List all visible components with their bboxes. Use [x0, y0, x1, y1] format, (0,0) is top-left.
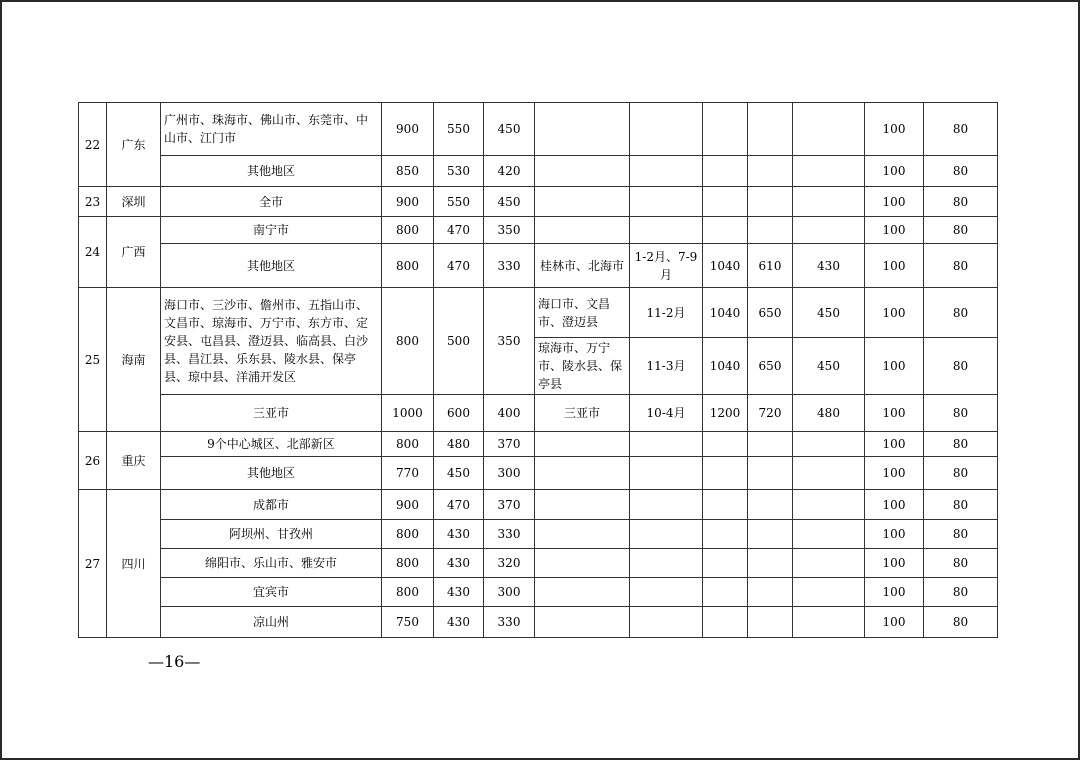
peak-period-cell: [630, 490, 703, 520]
peak-value-cell: [793, 607, 865, 638]
peak-area-cell: [535, 520, 630, 549]
value-cell: 100: [865, 520, 924, 549]
value-cell: 100: [865, 244, 924, 288]
value-cell: 100: [865, 578, 924, 607]
value-cell: 100: [865, 457, 924, 490]
peak-period-cell: [630, 156, 703, 187]
province-cell: 广西: [107, 217, 161, 288]
peak-value-cell: 1040: [703, 288, 748, 338]
peak-period-cell: [630, 432, 703, 457]
value-cell: 430: [434, 549, 484, 578]
peak-value-cell: 480: [793, 395, 865, 432]
province-cell: 深圳: [107, 187, 161, 217]
table-row: [79, 217, 998, 244]
peak-value-cell: [703, 607, 748, 638]
peak-value-cell: 1040: [703, 244, 748, 288]
peak-value-cell: [793, 432, 865, 457]
area-cell: 广州市、珠海市、佛山市、东莞市、中山市、江门市: [161, 103, 382, 156]
value-cell: 80: [924, 432, 998, 457]
value-cell: 530: [434, 156, 484, 187]
peak-value-cell: 450: [793, 338, 865, 395]
peak-period-cell: [630, 607, 703, 638]
value-cell: 100: [865, 338, 924, 395]
peak-area-cell: [535, 103, 630, 156]
peak-period-cell: [630, 578, 703, 607]
value-cell: 100: [865, 432, 924, 457]
value-cell: 100: [865, 288, 924, 338]
province-cell: 海南: [107, 288, 161, 432]
value-cell: 750: [382, 607, 434, 638]
table-row: [79, 549, 998, 578]
peak-value-cell: [793, 549, 865, 578]
table-row: [79, 607, 998, 638]
value-cell: 100: [865, 187, 924, 217]
value-cell: 800: [382, 217, 434, 244]
peak-value-cell: 720: [748, 395, 793, 432]
value-cell: 800: [382, 578, 434, 607]
table-row: [79, 103, 998, 156]
peak-period-cell: [630, 457, 703, 490]
area-cell: 9个中心城区、北部新区: [161, 432, 382, 457]
peak-period-cell: [630, 217, 703, 244]
value-cell: 900: [382, 187, 434, 217]
province-cell: 广东: [107, 103, 161, 187]
peak-value-cell: [703, 549, 748, 578]
peak-value-cell: 650: [748, 338, 793, 395]
value-cell: 800: [382, 549, 434, 578]
value-cell: 370: [484, 432, 535, 457]
value-cell: 430: [434, 520, 484, 549]
peak-value-cell: 650: [748, 288, 793, 338]
peak-area-cell: 桂林市、北海市: [535, 244, 630, 288]
peak-period-cell: 10-4月: [630, 395, 703, 432]
peak-value-cell: [748, 103, 793, 156]
value-cell: 370: [484, 490, 535, 520]
value-cell: 80: [924, 520, 998, 549]
area-cell: 凉山州: [161, 607, 382, 638]
peak-area-cell: [535, 578, 630, 607]
peak-period-cell: [630, 187, 703, 217]
peak-value-cell: [703, 457, 748, 490]
area-cell: 全市: [161, 187, 382, 217]
peak-value-cell: [793, 457, 865, 490]
peak-value-cell: [748, 490, 793, 520]
peak-value-cell: [703, 578, 748, 607]
row-number: 25: [79, 288, 107, 432]
peak-value-cell: [748, 432, 793, 457]
value-cell: 770: [382, 457, 434, 490]
table-row: [79, 395, 998, 432]
value-cell: 80: [924, 288, 998, 338]
table-row: [79, 156, 998, 187]
value-cell: 300: [484, 578, 535, 607]
peak-value-cell: [703, 103, 748, 156]
area-cell: 阿坝州、甘孜州: [161, 520, 382, 549]
value-cell: 100: [865, 607, 924, 638]
row-number: 26: [79, 432, 107, 490]
peak-area-cell: [535, 217, 630, 244]
value-cell: 400: [484, 395, 535, 432]
peak-value-cell: [703, 156, 748, 187]
value-cell: 800: [382, 288, 434, 395]
province-cell: 四川: [107, 490, 161, 638]
row-number: 24: [79, 217, 107, 288]
table-wrapper: [78, 102, 998, 638]
value-cell: 80: [924, 578, 998, 607]
peak-value-cell: 450: [793, 288, 865, 338]
value-cell: 470: [434, 217, 484, 244]
value-cell: 100: [865, 217, 924, 244]
peak-area-cell: 三亚市: [535, 395, 630, 432]
value-cell: 430: [434, 578, 484, 607]
table-row: [79, 457, 998, 490]
value-cell: 350: [484, 217, 535, 244]
peak-area-cell: [535, 490, 630, 520]
value-cell: 420: [484, 156, 535, 187]
peak-value-cell: [793, 520, 865, 549]
value-cell: 80: [924, 490, 998, 520]
peak-value-cell: [703, 187, 748, 217]
value-cell: 80: [924, 549, 998, 578]
area-cell: 宜宾市: [161, 578, 382, 607]
area-cell: 南宁市: [161, 217, 382, 244]
page-number: —16—: [148, 652, 201, 671]
peak-value-cell: [703, 217, 748, 244]
value-cell: 100: [865, 490, 924, 520]
peak-period-cell: 11-2月: [630, 288, 703, 338]
value-cell: 1000: [382, 395, 434, 432]
area-cell: 三亚市: [161, 395, 382, 432]
peak-period-cell: 1-2月、7-9月: [630, 244, 703, 288]
value-cell: 430: [434, 607, 484, 638]
value-cell: 100: [865, 156, 924, 187]
peak-area-cell: [535, 432, 630, 457]
peak-value-cell: 1200: [703, 395, 748, 432]
value-cell: 80: [924, 338, 998, 395]
value-cell: 300: [484, 457, 535, 490]
peak-value-cell: [748, 549, 793, 578]
table-row: [79, 520, 998, 549]
table-row: [79, 187, 998, 217]
province-cell: 重庆: [107, 432, 161, 490]
table-row: [79, 490, 998, 520]
peak-area-cell: [535, 457, 630, 490]
peak-value-cell: [748, 187, 793, 217]
value-cell: 330: [484, 607, 535, 638]
peak-area-cell: 琼海市、万宁市、陵水县、保亭县: [535, 338, 630, 395]
area-cell: 其他地区: [161, 156, 382, 187]
area-cell: 其他地区: [161, 457, 382, 490]
peak-area-cell: [535, 607, 630, 638]
peak-area-cell: [535, 549, 630, 578]
peak-value-cell: 1040: [703, 338, 748, 395]
value-cell: 450: [484, 103, 535, 156]
peak-value-cell: [793, 490, 865, 520]
peak-area-cell: 海口市、文昌市、澄迈县: [535, 288, 630, 338]
value-cell: 320: [484, 549, 535, 578]
peak-value-cell: 430: [793, 244, 865, 288]
value-cell: 80: [924, 217, 998, 244]
value-cell: 80: [924, 457, 998, 490]
value-cell: 100: [865, 549, 924, 578]
standards-table: [78, 102, 998, 638]
area-cell: 成都市: [161, 490, 382, 520]
table-row: [79, 578, 998, 607]
peak-value-cell: [703, 490, 748, 520]
value-cell: 550: [434, 187, 484, 217]
value-cell: 800: [382, 432, 434, 457]
peak-value-cell: [703, 520, 748, 549]
peak-value-cell: [793, 103, 865, 156]
value-cell: 450: [434, 457, 484, 490]
value-cell: 80: [924, 244, 998, 288]
table-row: [79, 244, 998, 288]
area-cell: 绵阳市、乐山市、雅安市: [161, 549, 382, 578]
value-cell: 470: [434, 490, 484, 520]
area-cell: 其他地区: [161, 244, 382, 288]
value-cell: 480: [434, 432, 484, 457]
peak-value-cell: [748, 156, 793, 187]
value-cell: 80: [924, 607, 998, 638]
peak-value-cell: [793, 217, 865, 244]
peak-value-cell: [748, 457, 793, 490]
value-cell: 80: [924, 395, 998, 432]
value-cell: 450: [484, 187, 535, 217]
peak-area-cell: [535, 156, 630, 187]
value-cell: 900: [382, 103, 434, 156]
peak-value-cell: [793, 156, 865, 187]
peak-period-cell: 11-3月: [630, 338, 703, 395]
peak-value-cell: [748, 578, 793, 607]
area-cell: 海口市、三沙市、儋州市、五指山市、文昌市、琼海市、万宁市、东方市、定安县、屯昌县、澄迈县、临高县、白沙县、昌江县、乐东县、陵水县、保亭县、琼中县、洋浦开发区: [161, 288, 382, 395]
peak-value-cell: [748, 520, 793, 549]
value-cell: 550: [434, 103, 484, 156]
value-cell: 80: [924, 156, 998, 187]
table-row: [79, 432, 998, 457]
row-number: 22: [79, 103, 107, 187]
peak-period-cell: [630, 520, 703, 549]
value-cell: 330: [484, 520, 535, 549]
value-cell: 80: [924, 103, 998, 156]
peak-value-cell: [748, 217, 793, 244]
row-number: 23: [79, 187, 107, 217]
value-cell: 600: [434, 395, 484, 432]
peak-period-cell: [630, 549, 703, 578]
peak-value-cell: [703, 432, 748, 457]
peak-value-cell: [748, 607, 793, 638]
value-cell: 500: [434, 288, 484, 395]
row-number: 27: [79, 490, 107, 638]
value-cell: 80: [924, 187, 998, 217]
peak-value-cell: 610: [748, 244, 793, 288]
value-cell: 350: [484, 288, 535, 395]
value-cell: 100: [865, 103, 924, 156]
peak-period-cell: [630, 103, 703, 156]
value-cell: 850: [382, 156, 434, 187]
peak-value-cell: [793, 187, 865, 217]
table-row: [79, 288, 998, 338]
value-cell: 470: [434, 244, 484, 288]
peak-area-cell: [535, 187, 630, 217]
value-cell: 800: [382, 244, 434, 288]
value-cell: 800: [382, 520, 434, 549]
value-cell: 330: [484, 244, 535, 288]
peak-value-cell: [793, 578, 865, 607]
value-cell: 100: [865, 395, 924, 432]
value-cell: 900: [382, 490, 434, 520]
